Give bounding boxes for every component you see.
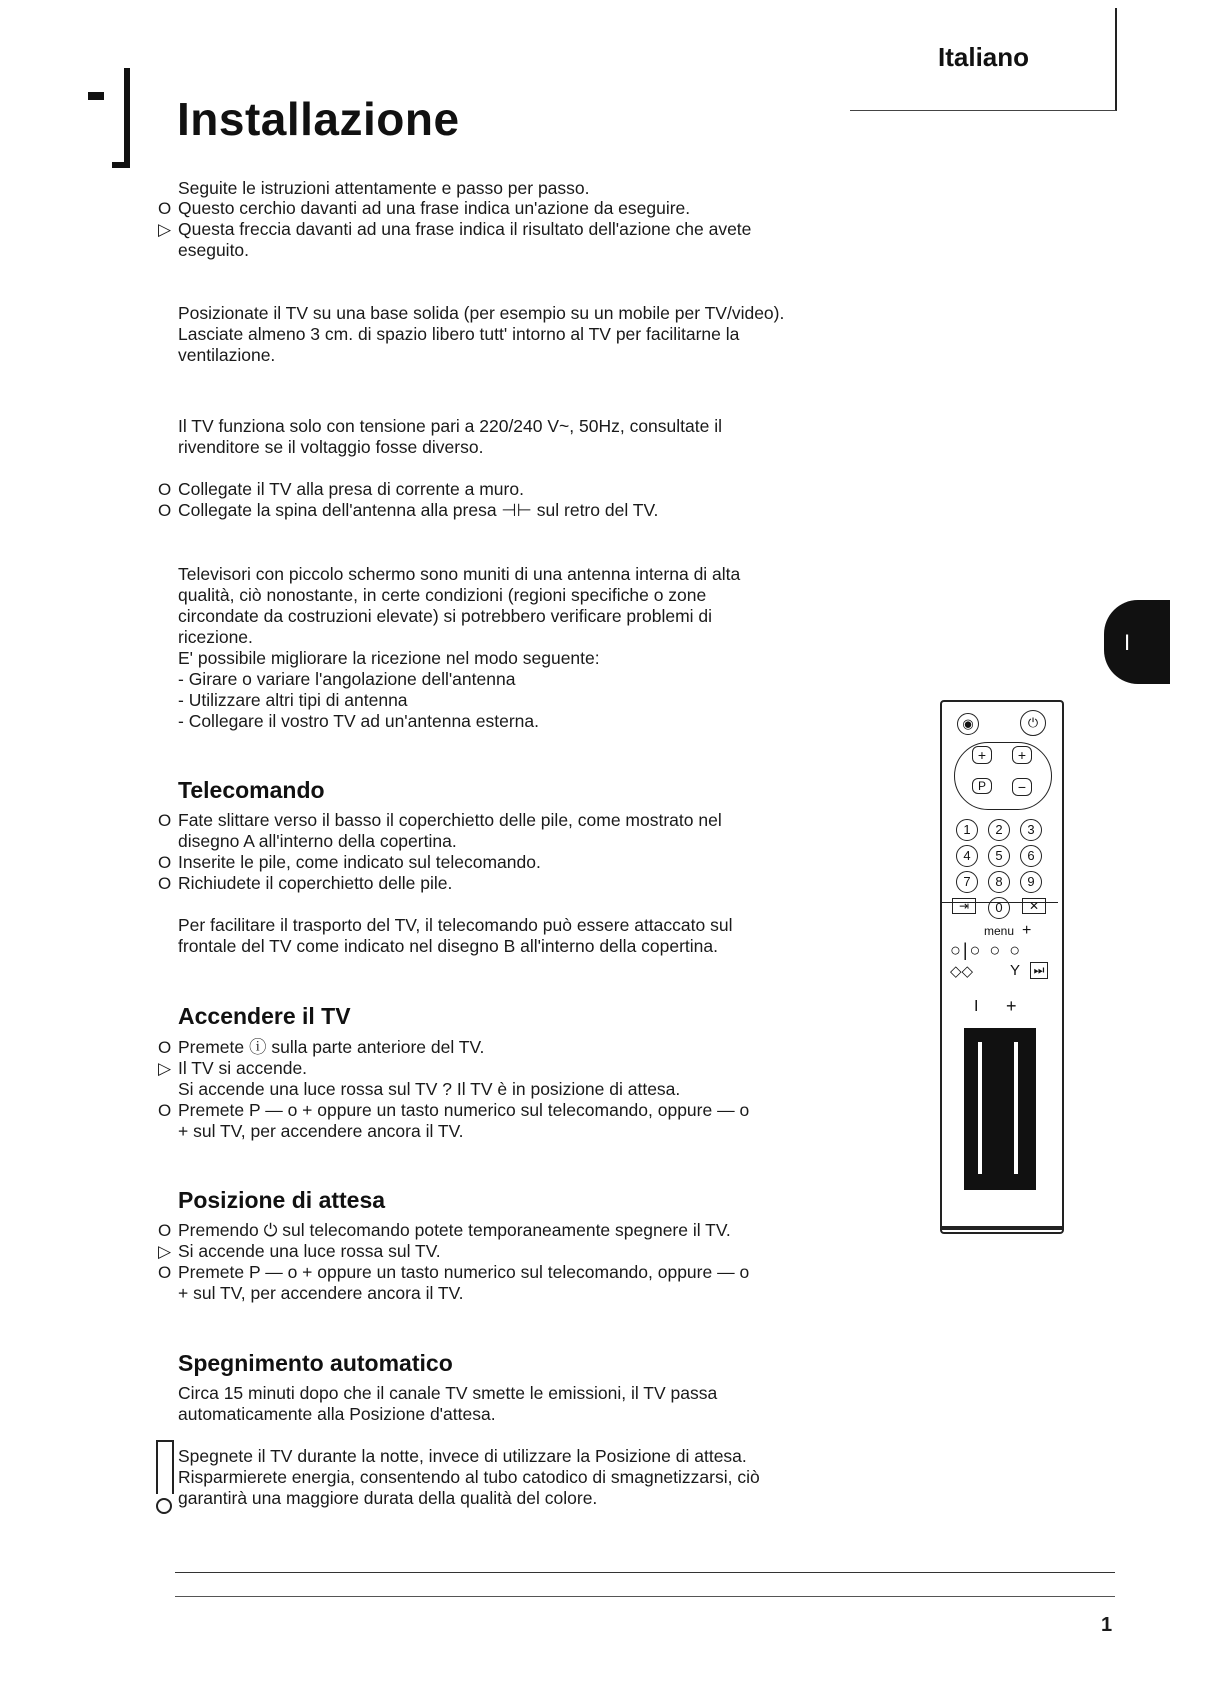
bracket-mark xyxy=(124,68,130,168)
program-up-button-icon: + xyxy=(972,746,992,764)
battery-plus-label: + xyxy=(1006,996,1017,1016)
power-line: rivenditore se il voltaggio fosse diverso. xyxy=(178,437,484,457)
action-circle-icon: O xyxy=(158,199,172,218)
digit-9-icon: 9 xyxy=(1020,870,1042,893)
section-tab xyxy=(1104,600,1170,684)
program-down-button-icon: P xyxy=(972,778,992,794)
digit-8-icon: 8 xyxy=(988,870,1010,893)
tv-input-icon: ⇥ xyxy=(952,898,976,914)
digit-7-icon: 7 xyxy=(956,870,978,893)
page-number: 1 xyxy=(1101,1614,1113,1636)
arrow-diamonds-icon: ◇◇ xyxy=(950,963,974,980)
language-label: Italiano xyxy=(938,42,1030,72)
placement-line: ventilazione. xyxy=(178,345,276,365)
antenna-line: E' possibile migliorare la ricezione nel modo seguente: xyxy=(178,648,600,668)
connect-line: Collegate il TV alla presa di corrente a muro. xyxy=(178,479,524,499)
antenna-line: qualità, ciò nonostante, in certe condizioni (regioni specifiche o zone xyxy=(178,585,707,605)
antenna-line: Televisori con piccolo schermo sono muniti di una antenna interna di alta xyxy=(178,564,741,584)
antenna-line: - Utilizzare altri tipi di antenna xyxy=(178,690,408,710)
standby-line: + sul TV, per accendere ancora il TV. xyxy=(178,1283,464,1303)
standby-line: Si accende una luce rossa sul TV. xyxy=(178,1241,441,1261)
placement-line: Posizionate il TV su una base solida (per esempio su un mobile per TV/video). xyxy=(178,303,785,323)
power-icon: ⏻ xyxy=(1020,710,1046,736)
page-title: Installazione xyxy=(177,93,460,145)
section-heading-remote: Telecomando xyxy=(178,777,325,803)
digit-2-icon: 2 xyxy=(988,818,1010,841)
auto-off-line: Circa 15 minuti dopo che il canale TV smette le emissioni, il TV passa xyxy=(178,1383,718,1403)
remote-line: Per facilitare il trasporto del TV, il telecomando può essere attaccato sul xyxy=(178,915,733,935)
remote-line: frontale del TV come indicato nel disegno B all'interno della copertina. xyxy=(178,936,719,956)
tip-line: Risparmierete energia, consentendo al tubo catodico di smagnetizzarsi, ciò xyxy=(178,1467,760,1487)
remote-plus-label: + xyxy=(1022,922,1032,939)
antenna-line: - Girare o variare l'angolazione dell'antenna xyxy=(178,669,516,689)
digit-0-icon: 0 xyxy=(988,896,1010,919)
tip-line: Spegnete il TV durante la notte, invece di utilizzare la Posizione di attesa. xyxy=(178,1446,747,1466)
action-circle-icon: O xyxy=(158,811,172,830)
switch-on-line: Premete P — o + oppure un tasto numerico sul telecomando, oppure — o xyxy=(178,1100,750,1120)
bracket-foot xyxy=(112,162,130,168)
placement-line: Lasciate almeno 3 cm. di spazio libero tutt' intorno al TV per facilitarne la xyxy=(178,324,740,344)
tip-line: garantirà una maggiore durata della qualità del colore. xyxy=(178,1488,598,1508)
antenna-line: circondate da costruzioni elevate) si potrebbero verificare problemi di xyxy=(178,606,713,626)
result-arrow-icon: ▷ xyxy=(158,220,172,239)
remote-line: Richiudete il coperchietto delle pile. xyxy=(178,873,453,893)
corner-mark xyxy=(88,92,104,100)
digit-1-icon: 1 xyxy=(956,818,978,841)
switch-on-line: + sul TV, per accendere ancora il TV. xyxy=(178,1121,464,1141)
section-heading-switch-on: Accendere il TV xyxy=(178,1003,351,1029)
digit-6-icon: 6 xyxy=(1020,844,1042,867)
tip-exclamation-icon xyxy=(156,1440,174,1494)
menu-label: menu xyxy=(984,924,1015,938)
action-circle-icon: O xyxy=(158,480,172,499)
intro-line: Questo cerchio davanti ad una frase indica un'azione da eseguire. xyxy=(178,198,691,218)
intro-line: Questa freccia davanti ad una frase indica il risultato dell'azione che avete xyxy=(178,219,752,239)
remote-line: disegno A all'interno della copertina. xyxy=(178,831,457,851)
volume-up-button-icon: + xyxy=(1012,746,1032,764)
standby-line: Premendo ⏻ sul telecomando potete temporaneamente spegnere il TV. xyxy=(178,1220,731,1240)
intro-line: Seguite le istruzioni attentamente e passo per passo. xyxy=(178,178,590,198)
action-circle-icon: O xyxy=(158,1038,172,1057)
section-heading-auto-off: Spegnimento automatico xyxy=(178,1350,453,1376)
section-tab-label: I xyxy=(1124,630,1131,655)
result-arrow-icon: ▷ xyxy=(158,1242,172,1261)
switch-on-line: Premete ⓘ sulla parte anteriore del TV. xyxy=(178,1037,485,1057)
remote-round-buttons: ○|○ ○ ○ xyxy=(950,940,1023,960)
action-circle-icon: O xyxy=(158,501,172,520)
volume-down-button-icon: − xyxy=(1012,778,1032,796)
power-line: Il TV funziona solo con tensione pari a 220/240 V~, 50Hz, consultate il xyxy=(178,416,722,436)
result-arrow-icon: ▷ xyxy=(158,1059,172,1078)
footer-rule xyxy=(175,1596,1115,1597)
action-circle-icon: O xyxy=(158,1263,172,1282)
remote-base xyxy=(940,1226,1064,1230)
tip-dot-icon xyxy=(156,1498,172,1514)
battery-minus-label: I xyxy=(974,998,979,1015)
footer-rule xyxy=(175,1572,1115,1573)
remote-line: Fate slittare verso il basso il coperchietto delle pile, come mostrato nel xyxy=(178,810,722,830)
switch-on-line: Si accende una luce rossa sul TV ? Il TV è in posizione di attesa. xyxy=(178,1079,681,1099)
digit-4-icon: 4 xyxy=(956,844,978,867)
action-circle-icon: O xyxy=(158,1101,172,1120)
action-circle-icon: O xyxy=(158,853,172,872)
digit-5-icon: 5 xyxy=(988,844,1010,867)
antenna-line: - Collegare il vostro TV ad un'antenna esterna. xyxy=(178,711,540,731)
action-circle-icon: O xyxy=(158,874,172,893)
antenna-line: ricezione. xyxy=(178,627,253,647)
mute-icon: ◉ xyxy=(957,712,979,735)
standby-line: Premete P — o + oppure un tasto numerico sul telecomando, oppure — o xyxy=(178,1262,750,1282)
rocker-ring xyxy=(954,742,1052,810)
section-heading-standby: Posizione di attesa xyxy=(178,1187,386,1213)
digit-3-icon: 3 xyxy=(1020,818,1042,841)
mute-x-icon: ✕ xyxy=(1022,898,1046,914)
connect-line: Collegate la spina dell'antenna alla presa ⊣⊢ sul retro del TV. xyxy=(178,500,659,520)
auto-off-line: automaticamente alla Posizione d'attesa. xyxy=(178,1404,496,1424)
intro-line: eseguito. xyxy=(178,240,250,260)
teletext-icon: ⏭ xyxy=(1030,962,1048,979)
antenna-icon: Y xyxy=(1010,962,1021,979)
action-circle-icon: O xyxy=(158,1221,172,1240)
switch-on-line: Il TV si accende. xyxy=(178,1058,308,1078)
remote-line: Inserite le pile, come indicato sul telecomando. xyxy=(178,852,541,872)
battery-compartment xyxy=(964,1028,1036,1190)
